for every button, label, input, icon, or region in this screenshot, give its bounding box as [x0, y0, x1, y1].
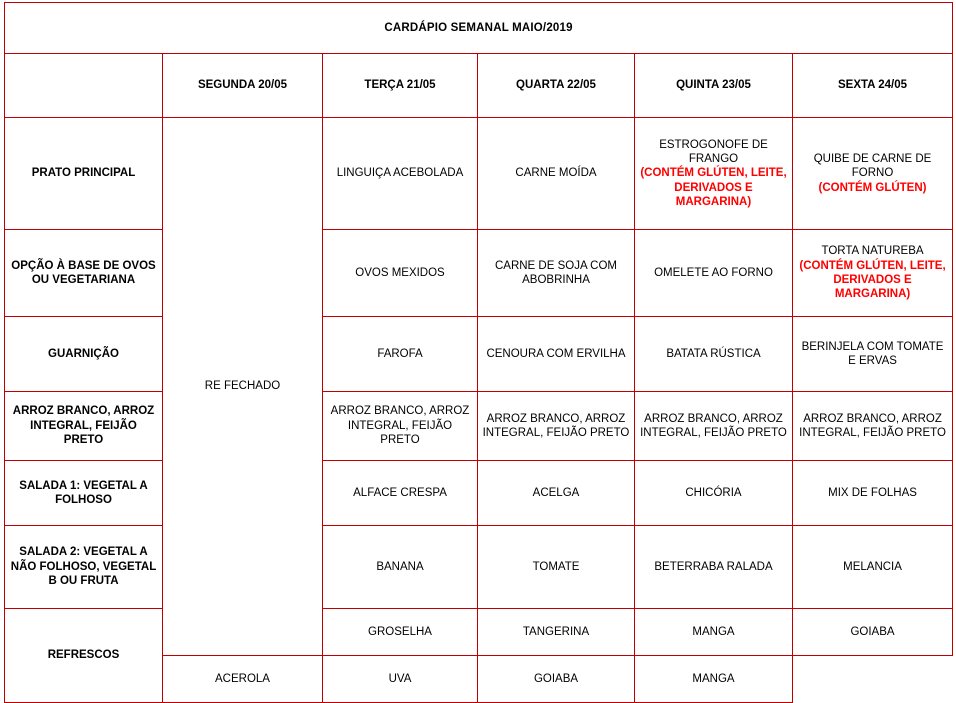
row-header-arroz-feijao: ARROZ BRANCO, ARROZ INTEGRAL, FEIJÃO PRETO: [5, 392, 163, 461]
cell-text: ACELGA: [532, 486, 580, 499]
row-header-refrescos: REFRESCOS: [5, 609, 163, 703]
cell-refresco2-friday: [635, 656, 793, 703]
cell-salada2-tuesday: [323, 526, 478, 609]
cell-refresco2-wednesday: [323, 656, 478, 703]
row-header-guarnicao: GUARNIÇÃO: [5, 317, 163, 392]
page-title: CARDÁPIO SEMANAL MAIO/2019: [5, 3, 953, 54]
cell-text: MIX DE FOLHAS: [828, 486, 917, 499]
table-row-title: [5, 3, 953, 54]
cell-refresco1-tuesday: [323, 609, 478, 656]
day-header-wednesday: QUARTA 22/05: [478, 54, 635, 118]
cell-prato-principal-thursday: [635, 118, 793, 230]
weekly-menu-table: [4, 2, 953, 703]
cell-text: OMELETE AO FORNO: [654, 266, 773, 279]
cell-salada1-friday: [793, 461, 953, 526]
day-header-thursday: QUINTA 23/05: [635, 54, 793, 118]
cell-guarnicao-wednesday: [478, 317, 635, 392]
allergen-warning: (CONTÉM GLÚTEN): [818, 181, 927, 194]
cell-guarnicao-friday: [793, 317, 953, 392]
cell-arroz-tuesday: [323, 392, 478, 461]
cell-refresco1-thursday: [635, 609, 793, 656]
cell-text: TANGERINA: [522, 625, 590, 638]
cell-text: ARROZ BRANCO, ARROZ INTEGRAL, FEIJÃO PRETO: [799, 412, 946, 439]
cell-monday-closed: [163, 118, 323, 656]
cell-text: ARROZ BRANCO, ARROZ INTEGRAL, FEIJÃO PRETO: [640, 412, 787, 439]
cell-text: CHICÓRIA: [685, 486, 742, 499]
table-row: [5, 118, 953, 230]
cell-text: LINGUIÇA ACEBOLADA: [336, 167, 464, 180]
cell-text: ALFACE CRESPA: [353, 486, 447, 499]
cell-salada2-friday: [793, 526, 953, 609]
cell-text: ESTROGONOFE DE FRANGO: [659, 138, 768, 165]
cell-text: MANGA: [692, 672, 735, 685]
cell-arroz-friday: [793, 392, 953, 461]
cell-text: BATATA RÚSTICA: [666, 347, 761, 360]
cell-opcao-tuesday: [323, 230, 478, 317]
cell-text: GROSELHA: [368, 625, 432, 638]
allergen-warning: (CONTÉM GLÚTEN, LEITE, DERIVADOS E MARGARINA): [799, 259, 946, 301]
cell-salada1-thursday: [635, 461, 793, 526]
table-row-header: [5, 54, 953, 118]
cell-opcao-friday: [793, 230, 953, 317]
day-header-tuesday: TERÇA 21/05: [323, 54, 478, 118]
cell-arroz-thursday: [635, 392, 793, 461]
cell-arroz-wednesday: [478, 392, 635, 461]
cell-guarnicao-tuesday: [323, 317, 478, 392]
cell-text: GOIABA: [850, 625, 895, 638]
cell-text: ARROZ BRANCO, ARROZ INTEGRAL, FEIJÃO PRETO: [482, 412, 630, 439]
cell-refresco1-wednesday: [478, 609, 635, 656]
cell-salada2-thursday: [635, 526, 793, 609]
day-header-monday: SEGUNDA 20/05: [163, 54, 323, 118]
cell-refresco2-thursday: [478, 656, 635, 703]
cell-opcao-thursday: [635, 230, 793, 317]
table-row: [5, 526, 953, 609]
cell-prato-principal-tuesday: [323, 118, 478, 230]
corner-cell: [5, 54, 163, 118]
cell-refresco1-friday: [793, 609, 953, 656]
cell-salada1-wednesday: [478, 461, 635, 526]
cell-text: MELANCIA: [843, 560, 902, 573]
cell-text: RE FECHADO: [204, 380, 281, 393]
row-header-prato-principal: PRATO PRINCIPAL: [5, 118, 163, 230]
day-header-friday: SEXTA 24/05: [793, 54, 953, 118]
table-row: [5, 461, 953, 526]
table-row: [5, 609, 953, 656]
table-row: [5, 317, 953, 392]
cell-text: BANANA: [376, 560, 424, 573]
row-header-opcao-vegetariana: OPÇÃO À BASE DE OVOS OU VEGETARIANA: [5, 230, 163, 317]
cell-text: TOMATE: [532, 560, 580, 573]
cell-text: ARROZ BRANCO, ARROZ INTEGRAL, FEIJÃO PRETO: [330, 405, 470, 447]
cell-prato-principal-friday: [793, 118, 953, 230]
cell-opcao-wednesday: [478, 230, 635, 317]
table-row: [5, 230, 953, 317]
cell-prato-principal-wednesday: [478, 118, 635, 230]
cell-text: CARNE DE SOJA COM ABOBRINHA: [494, 259, 618, 286]
table-row: [5, 392, 953, 461]
cell-text: CENOURA COM ERVILHA: [486, 347, 626, 360]
cell-text: QUIBE DE CARNE DE FORNO: [813, 152, 932, 180]
cell-text: FAROFA: [377, 347, 423, 360]
row-header-salada-1: SALADA 1: VEGETAL A FOLHOSO: [5, 461, 163, 526]
cell-text: UVA: [388, 672, 412, 685]
cell-text: GOIABA: [533, 672, 579, 685]
cell-salada2-wednesday: [478, 526, 635, 609]
row-header-salada-2: SALADA 2: VEGETAL A NÃO FOLHOSO, VEGETAL B OU FRUTA: [5, 526, 163, 609]
cell-text: ACEROLA: [215, 672, 270, 685]
cell-text: OVOS MEXIDOS: [355, 266, 445, 279]
cell-text: BERINJELA COM TOMATE E ERVAS: [801, 340, 944, 367]
cell-text: TORTA NATUREBA: [821, 245, 924, 258]
cell-guarnicao-thursday: [635, 317, 793, 392]
cell-salada1-tuesday: [323, 461, 478, 526]
allergen-warning: (CONTÉM GLÚTEN, LEITE, DERIVADOS E MARGARINA): [640, 167, 787, 209]
cell-text: CARNE MOÍDA: [515, 167, 597, 180]
cell-text: BETERRABA RALADA: [654, 560, 773, 573]
cell-text: MANGA: [692, 625, 735, 638]
cell-refresco2-tuesday: [163, 656, 323, 703]
